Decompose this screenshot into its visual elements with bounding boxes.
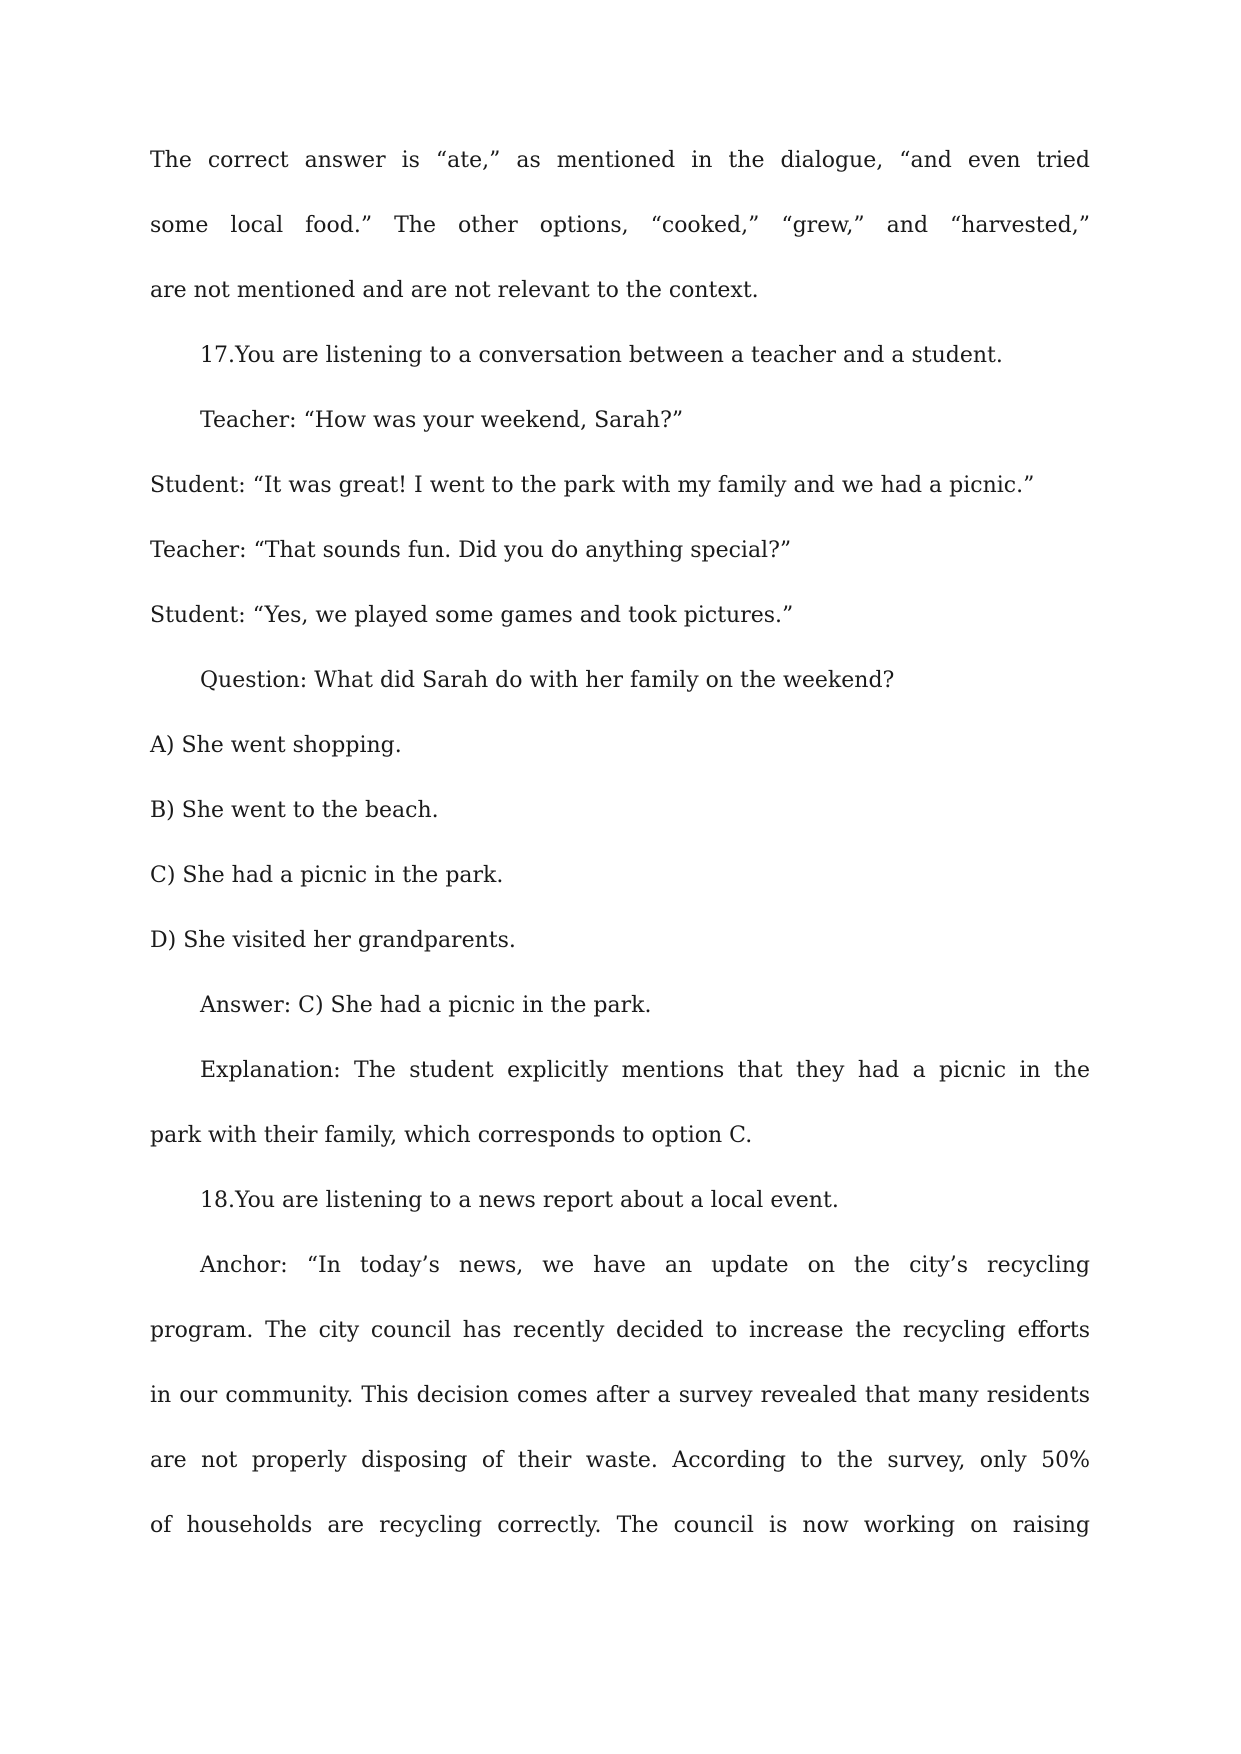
answer-line: Answer: C) She had a picnic in the park.: [200, 993, 652, 1018]
news-line: Anchor: “In today’s news, we have an update on the city’s recycling: [200, 1253, 1090, 1278]
dialogue-line: Teacher: “How was your weekend, Sarah?”: [200, 408, 684, 433]
news-line: of households are recycling correctly. The council is now working on raising: [150, 1513, 1090, 1538]
option-c: C) She had a picnic in the park.: [150, 863, 504, 888]
question-text: Question: What did Sarah do with her family on the weekend?: [200, 668, 895, 693]
option-b: B) She went to the beach.: [150, 798, 439, 823]
paragraph-line: The correct answer is “ate,” as mentioned in the dialogue, “and even tried: [150, 148, 1090, 173]
option-d: D) She visited her grandparents.: [150, 928, 516, 953]
dialogue-line: Student: “It was great! I went to the park with my family and we had a picnic.”: [150, 473, 1035, 498]
paragraph-line: are not mentioned and are not relevant to the context.: [150, 278, 759, 303]
dialogue-line: Student: “Yes, we played some games and took pictures.”: [150, 603, 794, 628]
option-a: A) She went shopping.: [150, 733, 402, 758]
question-17-prompt: 17.You are listening to a conversation between a teacher and a student.: [200, 343, 1003, 368]
explanation-line: park with their family, which corresponds to option C.: [150, 1123, 753, 1148]
document-body: [150, 146, 1090, 1576]
question-18-prompt: 18.You are listening to a news report about a local event.: [200, 1188, 839, 1213]
news-line: are not properly disposing of their waste. According to the survey, only 50%: [150, 1448, 1090, 1473]
news-line: program. The city council has recently decided to increase the recycling efforts: [150, 1318, 1090, 1343]
paragraph-line: some local food.” The other options, “cooked,” “grew,” and “harvested,”: [150, 213, 1090, 238]
dialogue-line: Teacher: “That sounds fun. Did you do anything special?”: [150, 538, 792, 563]
news-line: in our community. This decision comes after a survey revealed that many residents: [150, 1383, 1090, 1408]
explanation-line: Explanation: The student explicitly mentions that they had a picnic in the: [200, 1058, 1090, 1083]
